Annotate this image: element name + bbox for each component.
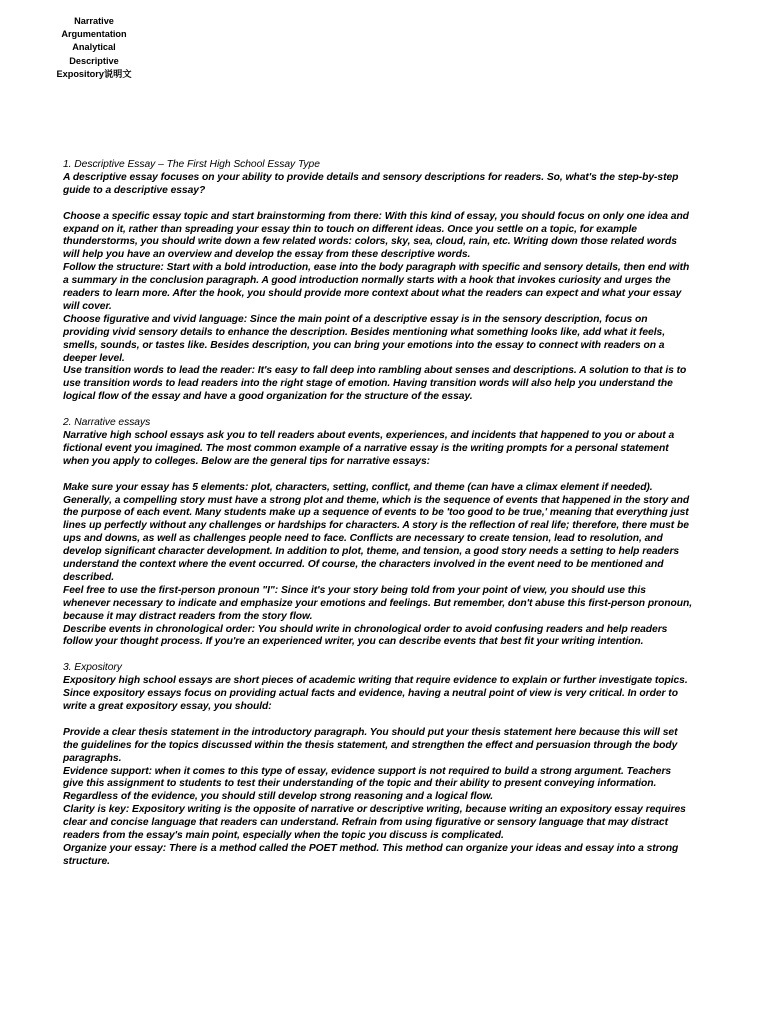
paragraph-gap [63, 714, 693, 727]
paragraph-gap [63, 649, 693, 662]
section-paragraph: Describe events in chronological order: You should write in chronological order to avoid confusing readers and help readers follow your thought process. If you're an experienced writer, you can describe events that best fit your writing intention. [63, 623, 668, 648]
section-paragraph: Feel free to use the first-person pronoun "I": Since it's your story being told from your point of view, you should use this whenever necessary to indicate and emphasize your emotions and feelings. But remember, don't abuse this first-person pronoun, because it may distract readers from the story flow. [63, 584, 693, 622]
document-body [63, 159, 693, 869]
essay-type-list [46, 15, 142, 81]
section-paragraph: Make sure your essay has 5 elements: plot, characters, setting, conflict, and theme (can have a climax element if needed). Generally, a compelling story must have a strong plot and theme, which is the sequence of events that happened in the story and the purpose of each event. Many students make up a sequence of events to be 'too good to be true,' meaning that everything just lines up perfectly without any challenges or hardships for characters. A story is the reflection of real life; therefore, there must be ups and downs, as well as challenges people need to face. Conflicts are necessary to create tension, lead to resolution, and develop significant character development. In addition to plot, theme, and tension, a good story needs a setting to help readers understand the context where the event occurred. Of course, the characters involved in the event need to be mentioned and described. [63, 481, 690, 583]
section-paragraph: Use transition words to lead the reader: It's easy to fall deep into rambling about senses and descriptions. A solution to that is to use transition words to lead readers into the right stage of emotion. Having transition words will also help you understand the logical flow of the essay and have a good organization for the structure of the essay. [63, 365, 687, 403]
section-paragraph: Organize your essay: There is a method called the POET method. This method can organize your ideas and essay into a strong structure. [63, 842, 679, 867]
section-paragraph: Choose figurative and vivid language: Since the main point of a descriptive essay is in the sensory description, focus on providing vivid sensory details to enhance the description. Besides mentioning what something looks like, add what it feels, smells, sounds, or tastes like. Besides description, you can bring your emotions into the essay to connect with readers on a deeper level. [63, 313, 666, 364]
section-paragraph: Evidence support: when it comes to this type of essay, evidence support is not required to build a strong argument. Teachers give this assignment to students to test their understanding of the topic and their ability to present conveying information. Regardless of the evidence, you should still develop strong reasoning and a logical flow. [63, 765, 672, 803]
section-heading: 2. Narrative essays [63, 417, 151, 429]
essay-type-item: Descriptive [69, 55, 119, 66]
essay-type-item: Narrative [74, 16, 114, 26]
paragraph-gap [63, 469, 693, 482]
section-heading: 1. Descriptive Essay – The First High School Essay Type [63, 159, 320, 170]
section-paragraph: Follow the structure: Start with a bold introduction, ease into the body paragraph with specific and sensory details, then end with a summary in the conclusion paragraph. A good introduction normally starts with a hook that invokes curiosity and urges the readers to learn more. After the hook, you should provide more context about what the readers can expect and what your essay will cover. [63, 262, 690, 312]
section-intro: A descriptive essay focuses on your ability to provide details and sensory descriptions for readers. So, what's the step-by-step guide to a descriptive essay? [63, 171, 679, 196]
section-paragraph: Clarity is key: Expository writing is the opposite of narrative or descriptive writing, because writing an expository essay requires clear and concise language that readers can understand. Refrain from using figurative or sensory language that may distract readers from the essay's main point, especially when the topic you discuss is complicated. [63, 804, 686, 842]
paragraph-gap [63, 198, 693, 211]
section-intro: Narrative high school essays ask you to tell readers about events, experiences, and incidents that happened to you or about a fictional event you imagined. The most common example of a narrative essay is the writing prompts for a personal statement when you apply to colleges. Below are the general tips for narrative essays: [63, 430, 675, 467]
paragraph-gap [63, 404, 693, 417]
section-heading: 3. Expository [63, 662, 122, 674]
essay-type-item: Expository说明文 [56, 68, 132, 79]
section-paragraph: Choose a specific essay topic and start brainstorming from there: With this kind of essay, you should focus on only one idea and expand on it, rather than spreading your essay thin to touch on different ideas. Once you settle on a topic, for example thunderstorms, you should write down a few related words: colors, sky, sea, cloud, rain, etc. Writing down those related words will help you have an overview and develop the essay from these descriptive words. [63, 210, 689, 261]
section-intro: Expository high school essays are short pieces of academic writing that require evidence to explain or further investigate topics. Since expository essays focus on providing actual facts and evidence, having a neutral point of view is very critical. In order to write a great expository essay, you should: [63, 675, 688, 712]
essay-type-item: Argumentation [61, 29, 127, 40]
section-paragraph: Provide a clear thesis statement in the introductory paragraph. You should put your thesis statement here because this will set the guidelines for the topics discussed within the thesis statement, and strengthen the effect and persuasion through the body paragraphs. [63, 726, 678, 764]
essay-type-item: Analytical [72, 42, 116, 53]
